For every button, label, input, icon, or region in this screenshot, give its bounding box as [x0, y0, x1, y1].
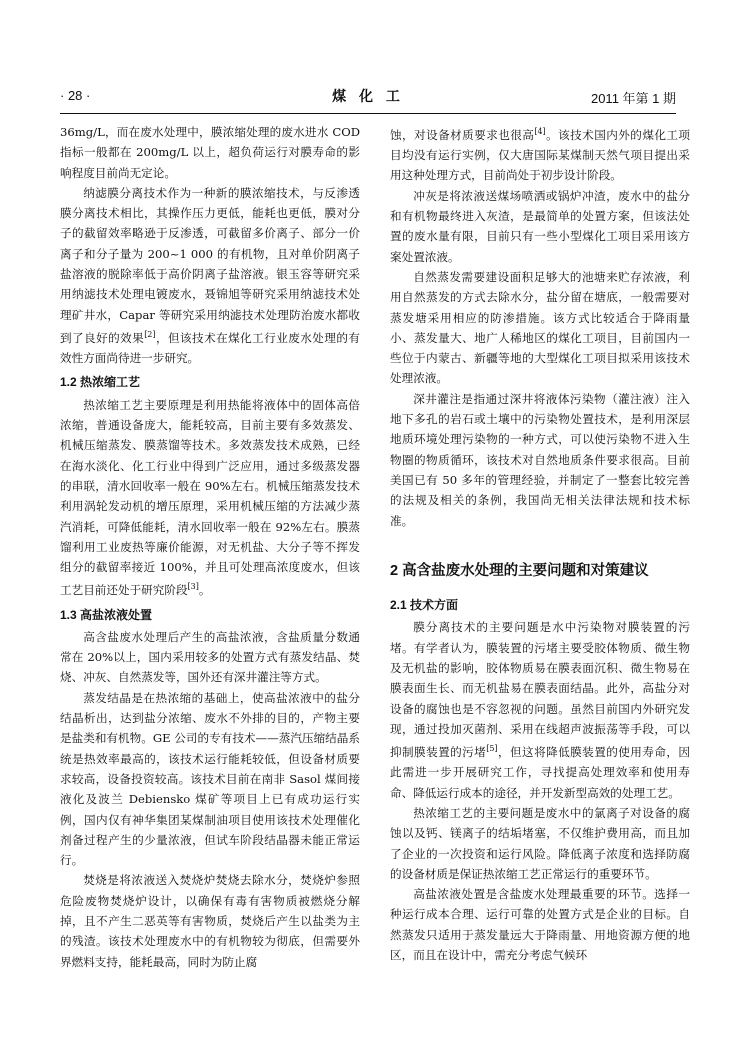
paragraph: [390, 617, 690, 803]
journal-name: 煤 化 工: [332, 89, 404, 105]
citation: [2]: [144, 329, 156, 339]
paragraph-text: ，但该技术在煤化工行业废水处理的有效性方面尚待进一步研究。: [60, 330, 360, 366]
chapter-heading: 2 高含盐废水处理的主要问题和对策建议: [390, 562, 649, 579]
page-header: [60, 82, 676, 106]
page-number: · 28 ·: [60, 88, 91, 103]
paragraph: 自然蒸发需要建设面积足够大的池塘来贮存浓液，利用自然蒸发的方式去除水分，盐分留在塘底，一般需要对蒸发塘采用相应的防渗措施。该方式比较适合于降雨量小、蒸发量大、地广人稀地区的煤化工项目，目前国内一些位于内蒙古、新疆等地的大型煤化工项目拟采用该技术处理浓液。: [390, 269, 690, 386]
paragraph-text: ，但这将降低膜装置的使用寿命，因此需进一步开展研究工作，寻找提高处理效率和使用寿命、降低运行成本的途径，并开发新型高效的处理工艺。: [390, 745, 690, 800]
paragraph: 高盐浓液处置是含盐废水处理最重要的环节。选择一种运行成本合理、运行可靠的处置方式是企业的目标。自然蒸发只适用于蒸发量远大于降雨量、用地资源方便的地区，而且在设计中，需充分考虑气候环: [390, 887, 690, 962]
header-rule: [60, 113, 676, 114]
paragraph: [60, 395, 360, 601]
section-heading: 2.1 技术方面: [390, 598, 459, 613]
paragraph-text: 纳滤膜分离技术作为一种新的膜浓缩技术，与反渗透膜分离技术相比，其操作压力更低，能耗也更低，膜对分子的截留效率略逊于反渗透，可截留多价离子、部分一价离子和分子量为 200~1 000 的有机物，且对单价阴离子盐溶液的脱除率低于高价阴离子盐溶液。银玉容等研究采用纳滤技术处理电镀废水，聂锦旭等研究采用纳滤技术处理矿井水，Capar 等研究采用纳滤技术处理防治废水都收到了良好的效果: [60, 185, 360, 345]
paragraph: 深井灌注是指通过深井将液体污染物（灌注液）注入地下多孔的岩石或土壤中的污染物处置技术，是利用深层地质环境处理污染物的一种方式，可以使污染物不进入生物圈的物质循环，该技术对自然地质条件要求很高。目前美国已有 50 多年的管理经验，并制定了一整套比较完善的法规及相关的条例，我国尚无相关法律法规和技术标准。: [390, 391, 690, 528]
citation: [4]: [534, 127, 546, 136]
section-heading: 1.3 高盐浓液处置: [60, 607, 153, 622]
paragraph-text: 36mg/L，而在废水处理中，膜浓缩处理的废水进水 COD 指标一般都在 200mg/L 以上，超负荷运行对膜寿命的影响程度目前尚无定论。: [60, 125, 360, 180]
paragraph: 高含盐废水处理后产生的高盐浓液，含盐质量分数通常在 20%以上，国内采用较多的处置方式有蒸发结晶、焚烧、冲灰、自然蒸发等，国外还有深井灌注等方式。: [60, 629, 360, 685]
paragraph: 冲灰是将浓液送煤场喷洒或锅炉冲渣，废水中的盐分和有机物最终进入灰渣，是最简单的处置方案，但该法处置的废水量有限，目前只有一些小型煤化工项目采用该方案处置浓液。: [390, 188, 690, 264]
issue-label: 2011 年第 1 期: [590, 91, 676, 106]
paragraph: [390, 122, 690, 186]
paragraph-text: 膜分离技术的主要问题是水中污染物对膜装置的污堵。有学者认为，膜装置的污堵主要受胶体物质、微生物及无机盐的影响，胶体物质易在膜表面沉积、微生物易在膜表面生长、而无机盐易在膜表面结晶。此外，高盐分对设备的腐蚀也是不容忽视的问题。虽然目前国内外研究发现，通过投加灭菌剂、采用在线超声波振荡等手段，可以抑制膜装置的污堵: [390, 620, 690, 760]
paragraph-text: 。该技术国内外的煤化工项目均没有运行实例，仅大唐国际某煤制天然气项目提出采用这种处理方式，目前尚处于初步设计阶段。: [390, 127, 690, 183]
paragraph-text: 。: [198, 583, 211, 598]
paragraph: [60, 183, 360, 369]
paragraph: 蒸发结晶是在热浓缩的基础上，使高盐浓液中的盐分结晶析出，达到盐分浓缩、废水不外排的目的，产物主要是盐类和有机物。GE 公司的专有技术——蒸汽压缩结晶系统是热效率最高的，该技术运行能耗较低，但设备材质要求较高，设备投资较高。该技术目前在南非 Sasol 煤间接液化及波兰 Debiensko 煤矿等项目上已有成功运行实例，国内仅有神华集团某煤制油项目使用该技术处理催化剂备过程产生的少量浓液，但试车阶段结晶器未能正常运行。: [60, 690, 360, 868]
paragraph: 热浓缩工艺的主要问题是废水中的氯离子对设备的腐蚀以及钙、镁离子的结垢堵塞，不仅维护费用高，而且加了企业的一次投资和运行风险。降低离子浓度和选择防腐的设备材质是保证热浓缩工艺正常运行的重要环节。: [390, 805, 690, 881]
paragraph: 焚烧是将浓液送入焚烧炉焚烧去除水分，焚烧炉参照危险废物焚烧炉设计，以确保有毒有害物质被燃烧分解掉，且不产生二恶英等有害物质，焚烧后产生以盐类为主的残渣。该技术处理废水中的有机物较为彻底，但需要外界燃料支持，能耗最高，同时为防止腐: [60, 873, 360, 969]
left-column: [60, 122, 360, 972]
citation: [5]: [486, 744, 498, 754]
paragraph: [60, 122, 360, 183]
citation: [3]: [187, 582, 199, 592]
section-heading: 1.2 热浓缩工艺: [60, 375, 141, 390]
right-column: [390, 122, 690, 965]
paragraph-text: 蚀，对设备材质要求也很高: [390, 127, 535, 142]
paragraph-text: 热浓缩工艺主要原理是利用热能将液体中的固体高倍浓缩，普通设备庞大，能耗较高，目前主要有多效蒸发、机械压缩蒸发、膜蒸馏等技术。多效蒸发技术成熟，已经在海水淡化、化工行业中得到广泛应用，通过多级蒸发器的串联，清水回收率一般在 90%左右。机械压缩蒸发技术利用涡轮发动机的增压原理，采用机械压缩的方法减少蒸汽消耗，可降低能耗，清水回收率一般在 92%左右。膜蒸馏利用工业废热等廉价能源，对无机盐、大分子等不挥发组分的截留率接近 100%，并且可处理高浓度废水，但该工艺目前还处于研究阶段: [60, 397, 360, 598]
